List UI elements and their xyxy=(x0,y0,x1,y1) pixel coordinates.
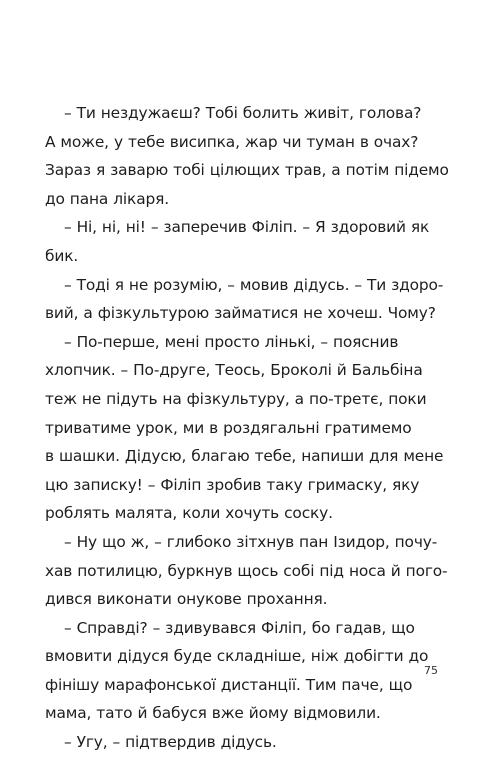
text-line: дився виконати онукове прохання. xyxy=(45,590,328,609)
text-line: А може, у тебе висипка, жар чи туман в очах? xyxy=(45,132,419,151)
text-line: роблять малята, коли хочуть соску. xyxy=(45,504,333,523)
text-line: вмовити дідуся буде складніше, ніж добігти до xyxy=(45,647,429,666)
text-line: цю записку! – Філіп зробив таку гримаску, яку xyxy=(45,475,420,494)
text-line: бик. xyxy=(45,246,79,265)
text-line: фінішу марафонської дистанції. Тим паче, що xyxy=(45,675,413,694)
text-line: вий, а фізкультурою займатися не хочеш. Чому? xyxy=(45,304,436,323)
text-line: хлопчик. – По-друге, Теось, Броколі й Бальбіна xyxy=(45,361,423,380)
text-line: мама, тато й бабуся вже йому відмовили. xyxy=(45,704,381,723)
text-line: – Справді? – здивувався Філіп, бо гадав, що xyxy=(64,618,415,637)
text-line: триватиме урок, ми в роздягальні гратимемо xyxy=(45,418,412,437)
page-number: 75 xyxy=(424,664,438,677)
body-text xyxy=(45,99,465,757)
text-line: – Ні, ні, ні! – заперечив Філіп. – Я здоровий як xyxy=(64,218,430,237)
text-line: до пана лікаря. xyxy=(45,189,169,208)
text-line: в шашки. Дідусю, благаю тебе, напиши для мене xyxy=(45,447,444,466)
text-line: – Ну що ж, – глибоко зітхнув пан Ізидор, почу- xyxy=(64,532,438,551)
text-line: – Угу, – підтвердив дідусь. xyxy=(64,733,277,752)
text-line: – Ти нездужаєш? Тобі болить живіт, голова? xyxy=(64,104,422,122)
text-line: – Тоді я не розумію, – мовив дідусь. – Ти здоро- xyxy=(64,275,444,294)
text-line: хав потилицю, буркнув щось собі під носа й пого- xyxy=(45,561,448,580)
text-line: Зараз я заварю тобі цілющих трав, а потім підемо xyxy=(45,161,449,180)
text-line: теж не підуть на фізкультуру, а по-третє, поки xyxy=(45,389,427,408)
text-line: – По-перше, мені просто лінькі, – пояснив xyxy=(64,332,399,351)
